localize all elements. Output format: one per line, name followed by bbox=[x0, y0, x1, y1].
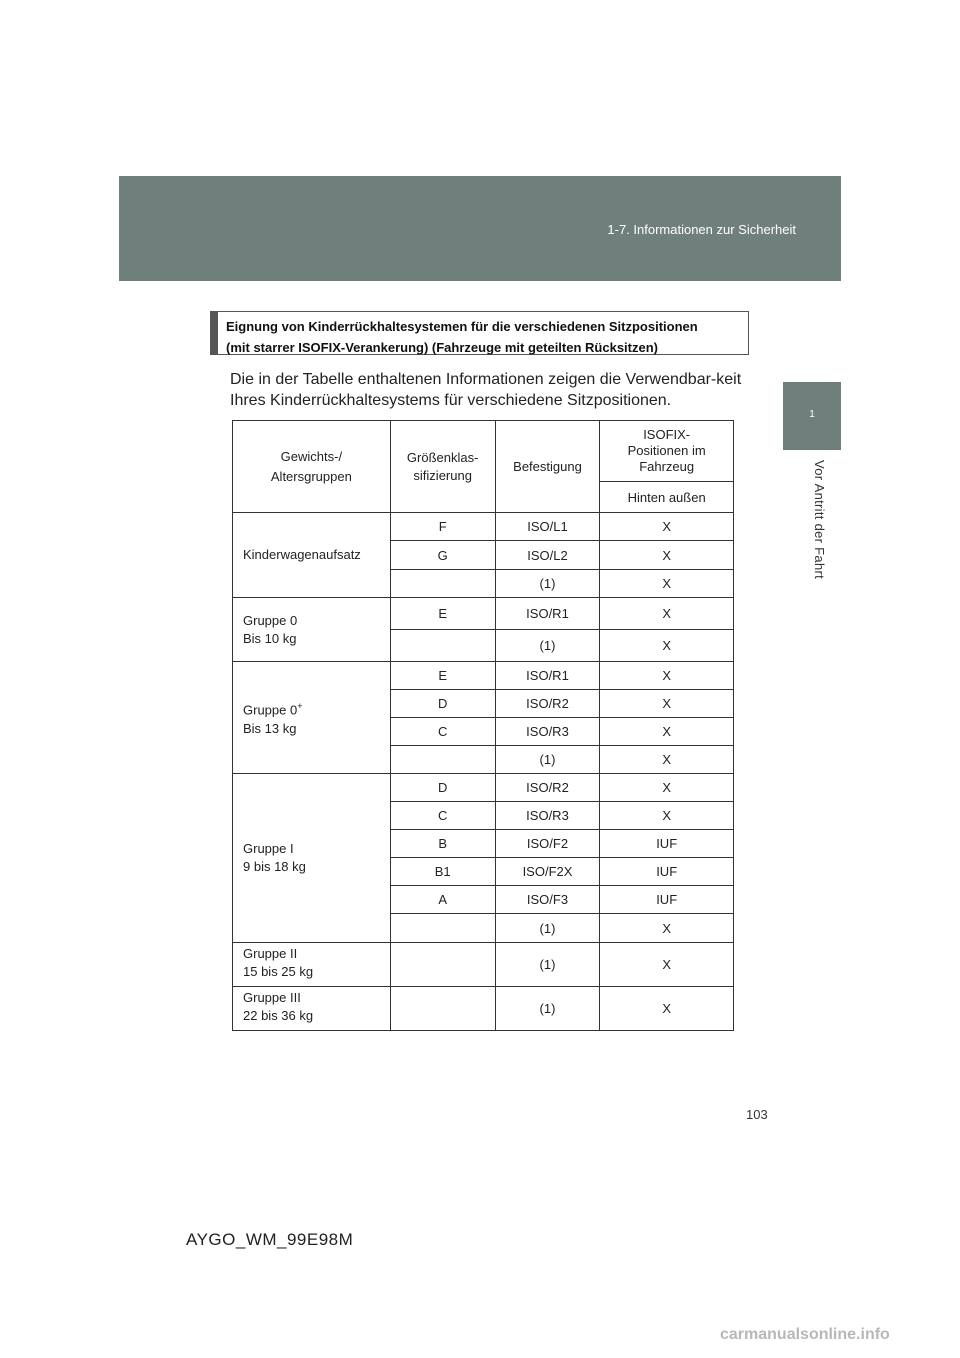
position-value-cell: X bbox=[600, 630, 734, 662]
size-class-cell: A bbox=[390, 886, 495, 914]
group-label-cell bbox=[233, 943, 391, 987]
fixture-cell: (1) bbox=[495, 943, 600, 987]
fixture-cell: ISO/R3 bbox=[495, 718, 600, 746]
size-class-cell bbox=[390, 630, 495, 662]
size-class-cell: E bbox=[390, 598, 495, 630]
section-header-band bbox=[119, 176, 841, 281]
table-row bbox=[233, 943, 734, 987]
size-class-cell: E bbox=[390, 662, 495, 690]
position-value-cell: X bbox=[600, 987, 734, 1031]
fixture-cell: ISO/R3 bbox=[495, 802, 600, 830]
group-weight: 15 bis 25 kg bbox=[243, 964, 314, 979]
group-label: Gruppe II bbox=[243, 946, 298, 961]
chapter-tab bbox=[783, 382, 841, 450]
header-size-class: Größenklas- sifizierung bbox=[390, 421, 495, 513]
group-label: Gruppe 0 bbox=[243, 702, 298, 718]
section-box-title bbox=[210, 311, 749, 355]
size-class-cell: B1 bbox=[390, 858, 495, 886]
group-label: Gruppe 0 bbox=[243, 612, 298, 628]
isofix-suitability-table bbox=[232, 420, 734, 1031]
section-title: 1-7. Informationen zur Sicherheit bbox=[607, 222, 796, 237]
fixture-cell: (1) bbox=[495, 987, 600, 1031]
position-value-cell: X bbox=[600, 541, 734, 570]
size-class-cell: F bbox=[390, 513, 495, 541]
header-fixture: Befestigung bbox=[495, 421, 600, 513]
watermark: carmanualsonline.info bbox=[720, 1326, 890, 1343]
fixture-cell: ISO/R1 bbox=[495, 598, 600, 630]
box-title-line-2: (mit starrer ISOFIX-Verankerung) (Fahrzeuge mit geteilten Rücksitzen) bbox=[226, 340, 658, 355]
fixture-cell: ISO/F2 bbox=[495, 830, 600, 858]
box-title-line-1: Eignung von Kinderrückhaltesystemen für die verschiedenen Sitzpositionen bbox=[226, 319, 698, 334]
fixture-cell: ISO/R1 bbox=[495, 662, 600, 690]
size-class-cell: C bbox=[390, 718, 495, 746]
position-value-cell: IUF bbox=[600, 858, 734, 886]
position-value-cell: X bbox=[600, 718, 734, 746]
size-class-cell: C bbox=[390, 802, 495, 830]
position-value-cell: X bbox=[600, 570, 734, 598]
size-class-cell bbox=[390, 987, 495, 1031]
position-value-cell: X bbox=[600, 802, 734, 830]
position-value-cell: IUF bbox=[600, 886, 734, 914]
fixture-cell: (1) bbox=[495, 746, 600, 774]
chapter-number: 1 bbox=[809, 409, 815, 420]
group-weight: Bis 13 kg bbox=[243, 720, 297, 736]
size-class-cell: G bbox=[390, 541, 495, 570]
fixture-cell: (1) bbox=[495, 914, 600, 943]
chapter-title: Vor Antritt der Fahrt bbox=[812, 460, 827, 580]
size-class-cell: D bbox=[390, 690, 495, 718]
footer-code: AYGO_WM_99E98M bbox=[186, 1230, 354, 1249]
position-value-cell: X bbox=[600, 513, 734, 541]
group-weight: 9 bis 18 kg bbox=[243, 859, 306, 874]
table-row bbox=[233, 774, 734, 802]
group-label-cell bbox=[233, 987, 391, 1031]
position-value-cell: X bbox=[600, 943, 734, 987]
group-label-cell bbox=[233, 774, 391, 943]
fixture-cell: ISO/F2X bbox=[495, 858, 600, 886]
position-value-cell: X bbox=[600, 598, 734, 630]
position-value-cell: X bbox=[600, 774, 734, 802]
group-weight: 22 bis 36 kg bbox=[243, 1008, 314, 1023]
group-label: Gruppe I bbox=[243, 841, 294, 856]
size-class-cell bbox=[390, 914, 495, 943]
table-row bbox=[233, 513, 734, 541]
size-class-cell bbox=[390, 570, 495, 598]
size-class-cell bbox=[390, 943, 495, 987]
position-value-cell: X bbox=[600, 914, 734, 943]
table-row bbox=[233, 987, 734, 1031]
group-label-cell bbox=[233, 662, 391, 774]
position-value-cell: X bbox=[600, 746, 734, 774]
fixture-cell: ISO/R2 bbox=[495, 690, 600, 718]
group-label: Gruppe III bbox=[243, 990, 301, 1005]
page-number: 103 bbox=[746, 1107, 768, 1122]
group-weight: Bis 10 kg bbox=[243, 630, 297, 646]
header-rear-outer: Hinten außen bbox=[600, 482, 734, 513]
fixture-cell: ISO/L2 bbox=[495, 541, 600, 570]
table-row bbox=[233, 662, 734, 690]
intro-paragraph: Die in der Tabelle enthaltenen Informationen zeigen die Verwendbar-keit Ihres Kinderrückhaltesystems für verschiedene Sitzpositionen. bbox=[230, 371, 742, 409]
position-value-cell: X bbox=[600, 690, 734, 718]
size-class-cell: D bbox=[390, 774, 495, 802]
size-class-cell: B bbox=[390, 830, 495, 858]
fixture-cell: ISO/R2 bbox=[495, 774, 600, 802]
size-class-cell bbox=[390, 746, 495, 774]
header-weight-group: Gewichts-/ Altersgruppen bbox=[233, 421, 391, 513]
fixture-cell: ISO/F3 bbox=[495, 886, 600, 914]
group-label-superscript: + bbox=[297, 701, 303, 712]
position-value-cell: IUF bbox=[600, 830, 734, 858]
fixture-cell: (1) bbox=[495, 630, 600, 662]
header-isofix-positions: ISOFIX- Positionen im Fahrzeug bbox=[600, 421, 734, 482]
group-label: Kinderwagenaufsatz bbox=[243, 547, 361, 562]
fixture-cell: (1) bbox=[495, 570, 600, 598]
group-label-cell bbox=[233, 598, 391, 662]
table-row bbox=[233, 598, 734, 630]
fixture-cell: ISO/L1 bbox=[495, 513, 600, 541]
group-label-cell bbox=[233, 513, 391, 598]
position-value-cell: X bbox=[600, 662, 734, 690]
